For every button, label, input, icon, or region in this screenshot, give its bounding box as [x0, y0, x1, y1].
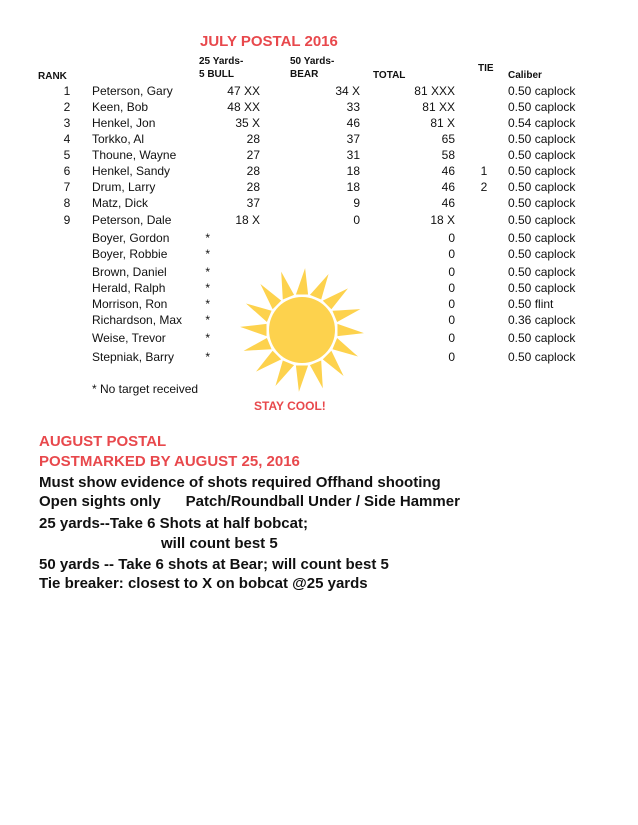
cell-name: Drum, Larry [92, 180, 156, 194]
cell-caliber: 0.50 caplock [508, 247, 576, 261]
cell-name: Thoune, Wayne [92, 148, 177, 162]
header-50-yards-line1: 50 Yards- [290, 56, 335, 67]
cell-total: 0 [448, 265, 455, 279]
cell-total: 65 [441, 132, 455, 146]
cell-y25: 48 XX [227, 100, 260, 114]
page-title: JULY POSTAL 2016 [200, 33, 338, 50]
sun-ray [246, 303, 272, 322]
cell-name: Boyer, Robbie [92, 247, 168, 261]
cell-total: 81 XX [422, 100, 455, 114]
cell-y25: * [205, 350, 210, 364]
cell-caliber: 0.50 caplock [508, 196, 576, 210]
cell-rank: 5 [63, 148, 71, 162]
cell-name: Henkel, Jon [92, 116, 156, 130]
cell-y50: 18 [346, 164, 360, 178]
header-rank: RANK [38, 71, 67, 82]
cell-caliber: 0.50 caplock [508, 132, 576, 146]
cell-y25: * [205, 313, 210, 327]
cell-rank: 4 [63, 132, 71, 146]
cell-rank: 3 [63, 116, 71, 130]
cell-y25: 27 [246, 148, 260, 162]
cell-total: 0 [448, 331, 455, 345]
header-25-yards-line2: 5 BULL [199, 69, 234, 80]
cell-y25: * [205, 331, 210, 345]
header-50-yards [290, 55, 334, 81]
sun-ray [256, 351, 281, 372]
sun-icon [240, 262, 364, 398]
cell-total: 0 [448, 247, 455, 261]
cell-y25: 37 [246, 196, 260, 210]
august-title: AUGUST POSTAL [39, 433, 167, 450]
cell-y25: 47 XX [227, 84, 260, 98]
cell-name: Keen, Bob [92, 100, 149, 114]
sun-ray [296, 268, 308, 294]
cell-total: 81 X [430, 116, 455, 130]
cell-name: Boyer, Gordon [92, 231, 170, 245]
cell-total: 0 [448, 281, 455, 295]
cell-y50: 46 [346, 116, 360, 130]
cell-y25: 35 X [235, 116, 260, 130]
sun-ray [332, 309, 360, 322]
cell-y50: 34 X [335, 84, 360, 98]
cell-caliber: 0.36 caplock [508, 313, 576, 327]
cell-y25: * [205, 281, 210, 295]
cell-name: Richardson, Max [92, 313, 183, 327]
header-tie: TIE [478, 63, 494, 74]
cell-name: Peterson, Dale [92, 213, 172, 227]
cell-y50: 31 [346, 148, 360, 162]
cell-total: 46 [441, 180, 455, 194]
cell-name: Torkko, Al [92, 132, 145, 146]
cell-y25: * [205, 247, 210, 261]
stay-cool-text: STAY COOL! [254, 399, 326, 413]
sun-ray [281, 272, 294, 300]
sun-ray [244, 338, 272, 351]
header-total: TOTAL [373, 70, 406, 81]
cell-tie: 2 [480, 180, 488, 194]
cell-name: Peterson, Gary [92, 84, 173, 98]
sun-ray [260, 284, 281, 309]
sun-ray [310, 274, 329, 300]
footnote: * No target received [92, 382, 199, 396]
cell-name: Morrison, Ron [92, 297, 168, 311]
cell-y25: 28 [246, 164, 260, 178]
cell-y25: * [205, 297, 210, 311]
cell-total: 0 [448, 350, 455, 364]
cell-caliber: 0.50 caplock [508, 148, 576, 162]
cell-caliber: 0.50 caplock [508, 350, 576, 364]
cell-y50: 18 [346, 180, 360, 194]
rule-line: Tie breaker: closest to X on bobcat @25 yards [39, 575, 368, 592]
cell-caliber: 0.50 caplock [508, 265, 576, 279]
header-25-yards [199, 55, 243, 81]
cell-caliber: 0.50 caplock [508, 281, 576, 295]
cell-y50: 33 [346, 100, 360, 114]
cell-caliber: 0.50 caplock [508, 180, 576, 194]
cell-rank: 8 [63, 196, 71, 210]
sun-ray [323, 351, 344, 376]
header-25-yards-line1: 25 Yards- [199, 56, 244, 67]
sun-ray [332, 338, 358, 357]
cell-caliber: 0.50 caplock [508, 100, 576, 114]
cell-y50: 37 [346, 132, 360, 146]
header-caliber: Caliber [508, 70, 542, 81]
rule-line: will count best 5 [161, 535, 278, 552]
cell-name: Henkel, Sandy [92, 164, 171, 178]
cell-y50: 9 [353, 196, 360, 210]
sun-ray [275, 360, 294, 386]
cell-total: 0 [448, 313, 455, 327]
cell-total: 0 [448, 231, 455, 245]
cell-total: 46 [441, 196, 455, 210]
cell-total: 0 [448, 297, 455, 311]
sun-ray [323, 288, 348, 309]
cell-rank: 7 [63, 180, 71, 194]
rule-line: Must show evidence of shots required Offhand shooting [39, 474, 441, 491]
cell-total: 81 XXX [414, 84, 455, 98]
header-50-yards-line2: BEAR [290, 69, 319, 80]
cell-name: Herald, Ralph [92, 281, 166, 295]
cell-caliber: 0.54 caplock [508, 116, 576, 130]
rule-line: 25 yards--Take 6 Shots at half bobcat; [39, 515, 308, 532]
august-postmark: POSTMARKED BY AUGUST 25, 2016 [39, 453, 300, 470]
sun-ray [310, 360, 323, 388]
cell-y25: 28 [246, 132, 260, 146]
cell-y25: 18 X [235, 213, 260, 227]
cell-total: 58 [441, 148, 455, 162]
cell-total: 18 X [430, 213, 455, 227]
sun-ray [296, 365, 308, 391]
cell-rank: 9 [63, 213, 71, 227]
cell-rank: 1 [63, 84, 71, 98]
cell-y25: * [205, 265, 210, 279]
cell-caliber: 0.50 flint [508, 297, 554, 311]
cell-caliber: 0.50 caplock [508, 231, 576, 245]
cell-rank: 6 [63, 164, 71, 178]
cell-caliber: 0.50 caplock [508, 164, 576, 178]
cell-rank: 2 [63, 100, 71, 114]
sun-ray [337, 324, 363, 336]
cell-y50: 0 [353, 213, 360, 227]
cell-name: Stepniak, Barry [92, 350, 175, 364]
sun-ray [240, 324, 266, 336]
cell-tie: 1 [480, 164, 488, 178]
rule-line: 50 yards -- Take 6 shots at Bear; will count best 5 [39, 556, 389, 573]
cell-y25: 28 [246, 180, 260, 194]
rule-line: Open sights only Patch/Roundball Under / Side Hammer [39, 493, 460, 510]
cell-caliber: 0.50 caplock [508, 213, 576, 227]
cell-name: Weise, Trevor [92, 331, 166, 345]
cell-caliber: 0.50 caplock [508, 84, 576, 98]
cell-name: Brown, Daniel [92, 265, 167, 279]
cell-caliber: 0.50 caplock [508, 331, 576, 345]
cell-name: Matz, Dick [92, 196, 149, 210]
cell-y25: * [205, 231, 210, 245]
cell-total: 46 [441, 164, 455, 178]
